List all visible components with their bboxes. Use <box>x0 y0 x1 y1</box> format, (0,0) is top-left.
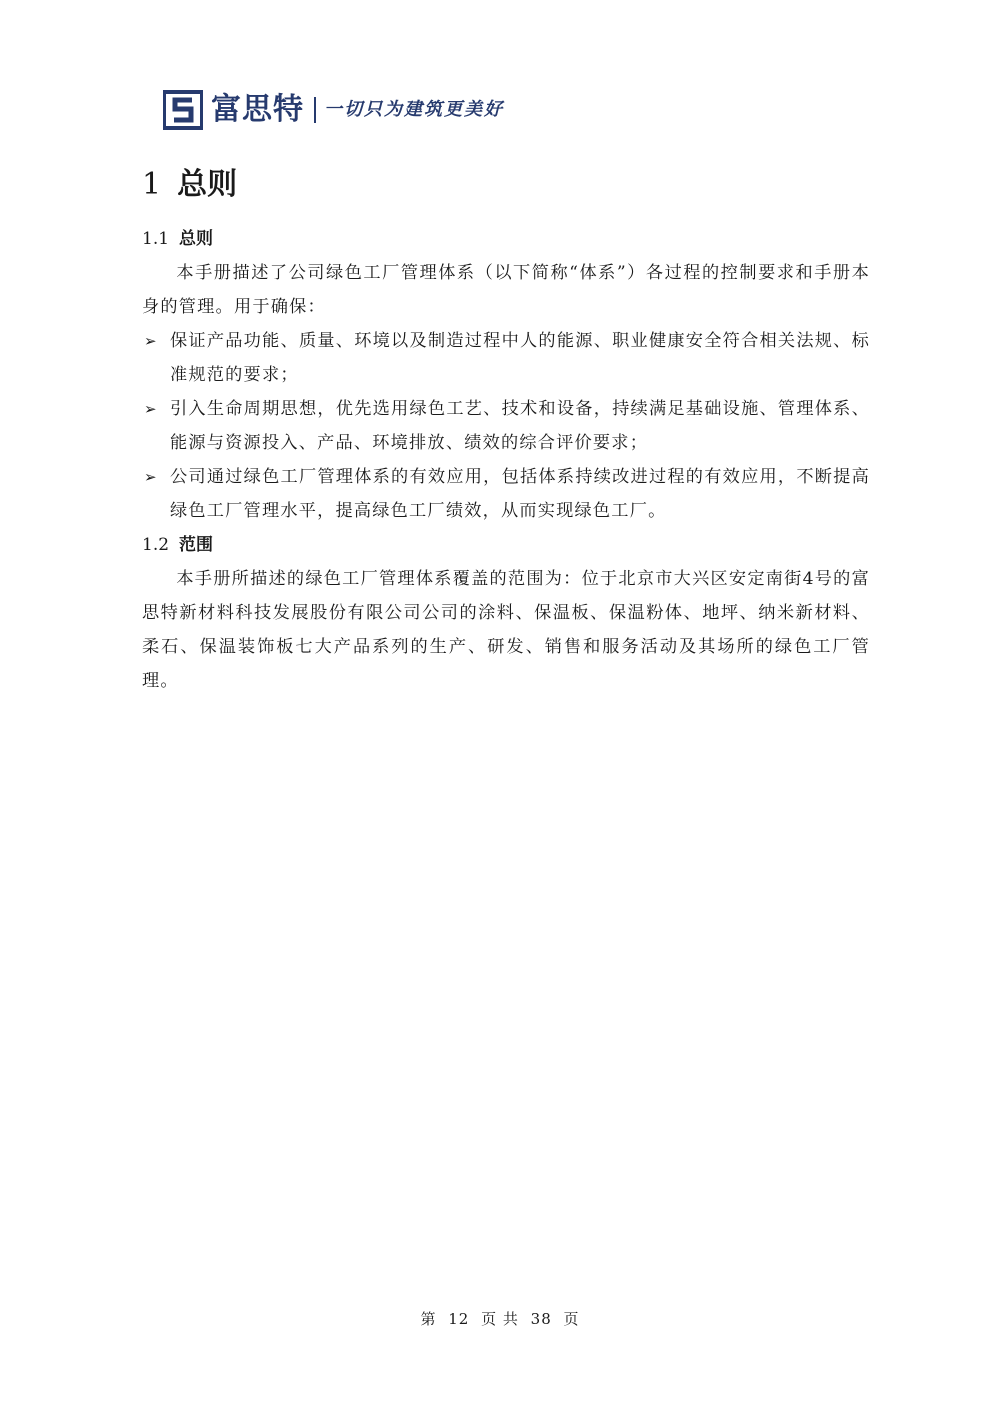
arrow-bullet-icon: ➢ <box>144 332 158 350</box>
arrow-bullet-icon: ➢ <box>144 468 158 486</box>
page-footer <box>0 1308 1000 1329</box>
subsection-heading-scope <box>142 528 870 562</box>
scope-paragraph: 本手册所描述的绿色工厂管理体系覆盖的范围为：位于北京市大兴区安定南街4号的富思特新材料科技发展股份有限公司公司的涂料、保温板、保温粉体、地坪、纳米新材料、柔石、保温装饰板七大产品系列的生产、研发、销售和服务活动及其场所的绿色工厂管理。 <box>142 569 870 691</box>
footer-middle: 页 共 <box>481 1310 519 1328</box>
list-item-text: 公司通过绿色工厂管理体系的有效应用，包括体系持续改进过程的有效应用，不断提高绿色工厂管理水平，提高绿色工厂绩效，从而实现绿色工厂。 <box>170 467 870 521</box>
subsection-heading-general <box>142 222 870 256</box>
list-item <box>142 392 870 460</box>
page-content <box>142 160 870 698</box>
subsection-number: 1.1 <box>142 229 170 249</box>
current-page-number: 12 <box>448 1310 470 1328</box>
header-divider <box>314 97 316 123</box>
subsection-title: 总则 <box>179 229 214 249</box>
fusite-s-logo-icon <box>163 90 203 130</box>
brand-name: 富思特 <box>211 92 304 127</box>
list-item-text: 引入生命周期思想，优先选用绿色工艺、技术和设备，持续满足基础设施、管理体系、能源与资源投入、产品、环境排放、绩效的综合评价要求； <box>170 399 870 453</box>
brand-slogan: 一切只为建筑更美好 <box>324 99 504 120</box>
arrow-bullet-icon: ➢ <box>144 400 158 418</box>
subsection-title: 范围 <box>179 535 214 555</box>
footer-suffix: 页 <box>563 1310 580 1328</box>
bullet-list <box>142 324 870 528</box>
footer-prefix: 第 <box>420 1310 437 1328</box>
list-item-text: 保证产品功能、质量、环境以及制造过程中人的能源、职业健康安全符合相关法规、标准规范的要求； <box>170 331 870 385</box>
section-heading <box>142 160 870 210</box>
section-number: 1 <box>142 167 162 202</box>
page-header <box>163 88 504 132</box>
list-item <box>142 460 870 528</box>
general-paragraph: 本手册描述了公司绿色工厂管理体系（以下简称“体系”）各过程的控制要求和手册本身的管理。用于确保： <box>142 263 870 317</box>
subsection-number: 1.2 <box>142 535 170 555</box>
total-page-count: 38 <box>530 1310 552 1328</box>
section-title: 总则 <box>177 167 238 202</box>
list-item <box>142 324 870 392</box>
